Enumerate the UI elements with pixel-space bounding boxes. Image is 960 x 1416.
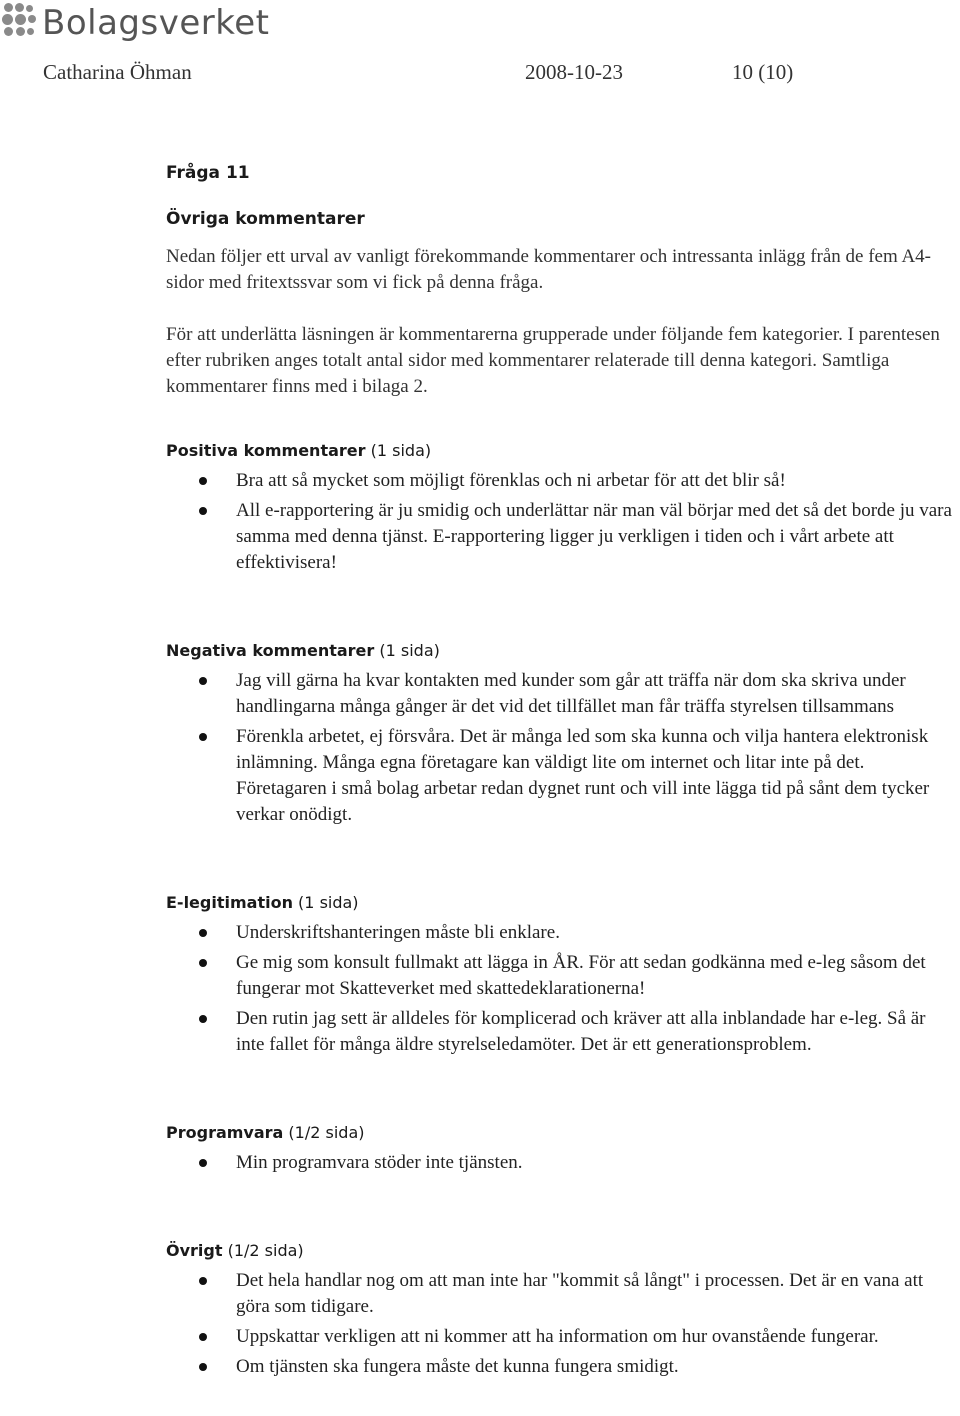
comment-text: Uppskattar verkligen att ni kommer att ha information om hur ovanstående fungerar. [236,1326,879,1347]
bullet-icon [199,929,207,937]
question-title: Övriga kommentarer [166,209,365,229]
comment-item [166,668,956,720]
bullet-icon [199,1363,207,1371]
comment-item [166,724,956,828]
section-title-text: Positiva kommentarer [166,441,366,460]
comment-text: Den rutin jag sett är alldeles för komplicerad och kräver att alla inblandade har e-leg. Så är inte fallet för många äldre styrelseledamöter. Det är ett generationsproblem. [236,1008,926,1055]
bullet-icon [199,1333,207,1341]
header-date: 2008-10-23 [525,60,623,84]
section-page-count: (1/2 sida) [283,1123,365,1142]
bullet-icon [199,733,207,741]
comment-item [166,1354,956,1380]
section-page-count: (1/2 sida) [222,1241,304,1260]
section-title-text: Negativa kommentarer [166,641,375,660]
comment-section [166,1120,956,1176]
bolagsverket-logo [0,0,269,46]
comment-section [166,890,956,1058]
comment-item [166,468,956,494]
section-page-count: (1 sida) [365,441,432,460]
comment-text: Om tjänsten ska fungera måste det kunna fungera smidigt. [236,1356,679,1377]
comment-item [166,1324,956,1350]
comment-list [166,468,956,576]
question-number: Fråga 11 [166,163,250,183]
bullet-icon [199,959,207,967]
bullet-icon [199,477,207,485]
bullet-icon [199,677,207,685]
comment-list [166,1268,956,1380]
comment-text: Det hela handlar nog om att man inte har "kommit så långt" i processen. Det är en vana att göra som tidigare. [236,1270,924,1317]
header-page-number: 10 (10) [732,60,794,84]
section-title [166,1120,956,1146]
comment-text: Jag vill gärna ha kvar kontakten med kunder som går att träffa när dom ska skriva under handlingarna många gånger är det vid det tillfället man får träffa styrelsen tillsammans [236,670,906,717]
section-page-count: (1 sida) [374,641,440,660]
comment-item [166,950,956,1002]
comment-text: Ge mig som konsult fullmakt att lägga in ÅR. För att sedan godkänna med e-leg såsom det fungerar mot Skatteverket med skattedeklarationerna! [236,952,926,999]
section-page-count: (1 sida) [292,893,359,912]
section-title-text: Övrigt [166,1241,223,1260]
comment-item [166,498,956,576]
document-body [166,158,956,1384]
section-title-text: Programvara [166,1123,284,1142]
comment-section [166,1238,956,1380]
bullet-icon [199,507,207,515]
comment-item [166,1006,956,1058]
comment-item [166,1268,956,1320]
section-title [166,1238,956,1264]
header-author: Catharina Öhman [43,60,192,84]
comment-item [166,1150,956,1176]
bullet-icon [199,1015,207,1023]
comment-text: Bra att så mycket som möjligt förenklas och ni arbetar för att det blir så! [236,470,786,491]
comment-list [166,1150,956,1176]
section-title [166,438,956,464]
comment-sections [166,438,956,1380]
comment-list [166,668,956,828]
comment-text: Underskriftshanteringen måste bli enklare. [236,922,560,943]
section-title-text: E-legitimation [166,893,293,912]
comment-text: Förenkla arbetet, ej försvåra. Det är många led som ska kunna och vilja hantera elektronisk inlämning. Många egna företagare kan väldigt lite om internet och litar inte på det. Företagaren i små bolag arbetar redan dygnet runt och vill inte lägga tid på sånt dem tycker verkar onödigt. [236,726,930,825]
logo-dots-icon [0,0,42,46]
comment-section [166,438,956,576]
logo-text: Bolagsverket [42,3,270,43]
section-title [166,638,956,664]
bullet-icon [199,1277,207,1285]
intro-paragraph-2: För att underlätta läsningen är kommentarerna grupperade under följande fem kategorier. I parentesen efter rubriken anges totalt antal sidor med kommentarer relaterade till denna kategori. Samtliga kommentarer finns med i bilaga 2. [166,324,940,397]
bullet-icon [199,1159,207,1167]
comment-item [166,920,956,946]
section-title [166,890,956,916]
comment-list [166,920,956,1058]
comment-text: Min programvara stöder inte tjänsten. [236,1152,523,1173]
intro-paragraph: Nedan följer ett urval av vanligt förekommande kommentarer och intressanta inlägg från de fem A4-sidor med fritextssvar som vi fick på denna fråga. [166,246,932,293]
comment-section [166,638,956,828]
comment-text: All e-rapportering är ju smidig och underlättar när man väl börjar med det så det borde ju vara samma med denna tjänst. E-rapportering ligger ju verkligen i tiden och i vårt arbete att effektivisera! [236,500,952,573]
